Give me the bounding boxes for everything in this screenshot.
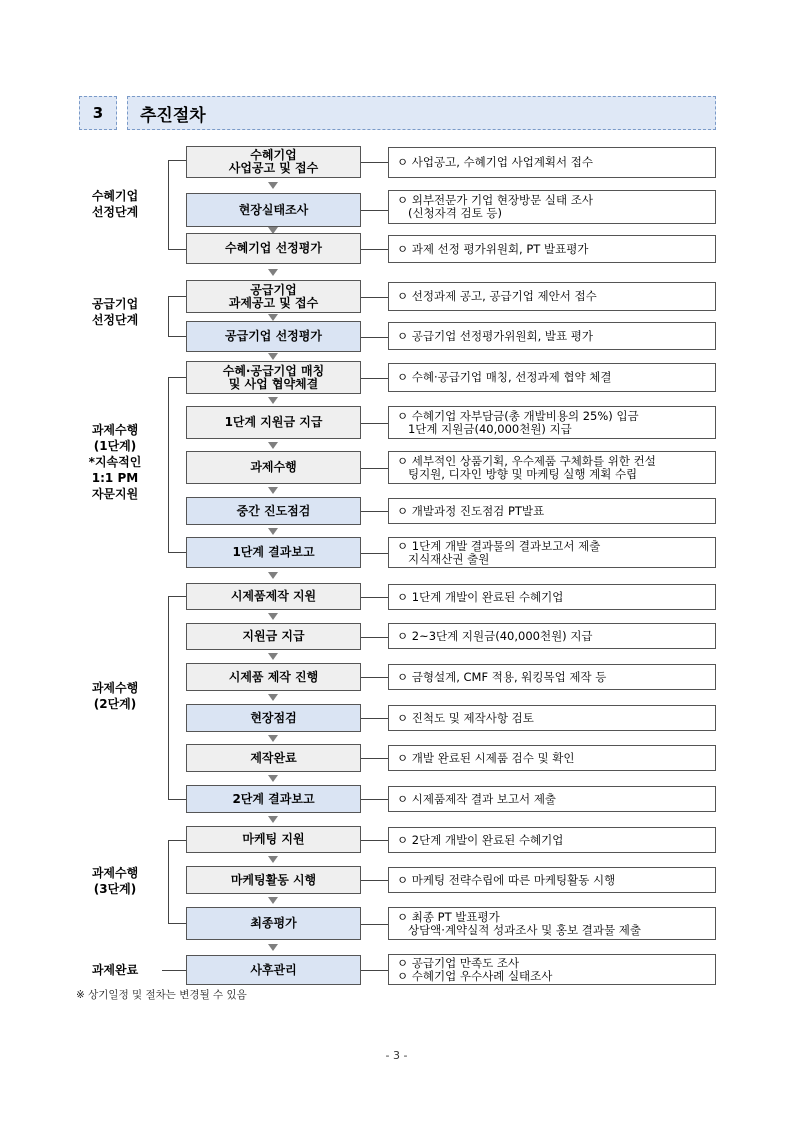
step-connector-line	[361, 677, 388, 678]
down-arrow-icon	[268, 694, 278, 701]
stage-bracket-tick	[168, 160, 186, 161]
step-connector-line	[361, 468, 388, 469]
down-arrow-icon	[268, 816, 278, 823]
step-box: 공급기업 선정평가	[186, 321, 361, 352]
step-box: 공급기업 과제공고 및 접수	[186, 280, 361, 313]
step-description: ㅇ 수혜기업 자부담금(총 개발비용의 25%) 입금 1단계 지원금(40,000천원) 지급	[388, 406, 716, 439]
stage-connector	[162, 970, 186, 971]
step-description: ㅇ 2~3단계 지원금(40,000천원) 지급	[388, 623, 716, 649]
step-description: ㅇ 마케팅 전략수립에 따른 마케팅활동 시행	[388, 867, 716, 893]
step-description: ㅇ 외부전문가 기업 현장방문 실태 조사 (신청자격 검토 등)	[388, 190, 716, 224]
stage-bracket-tick	[168, 336, 186, 337]
stage-bracket-tick	[168, 552, 186, 553]
step-box: 지원금 지급	[186, 623, 361, 650]
step-description: ㅇ 세부적인 상품기획, 우수제품 구체화를 위한 컨설 팅지원, 디자인 방향 및 마케팅 실행 계획 수립	[388, 451, 716, 484]
down-arrow-icon	[268, 269, 278, 276]
stage-bracket-tick	[168, 296, 186, 297]
step-connector-line	[361, 210, 388, 211]
stage-bracket	[168, 296, 169, 336]
step-description: ㅇ 수혜·공급기업 매칭, 선정과제 협약 체결	[388, 363, 716, 392]
step-connector-line	[361, 718, 388, 719]
down-arrow-icon	[268, 397, 278, 404]
step-box: 중간 진도점검	[186, 497, 361, 525]
step-description: ㅇ 과제 선정 평가위원회, PT 발표평가	[388, 235, 716, 263]
step-description: ㅇ 1단계 개발이 완료된 수혜기업	[388, 584, 716, 610]
step-description: ㅇ 개발 완료된 시제품 검수 및 확인	[388, 745, 716, 771]
step-connector-line	[361, 553, 388, 554]
stage-bracket	[168, 160, 169, 249]
step-connector-line	[361, 162, 388, 163]
step-box: 현장실태조사	[186, 193, 361, 227]
step-description: ㅇ 최종 PT 발표평가 상담액·계약실적 성과조사 및 홍보 결과물 제출	[388, 907, 716, 940]
step-box: 수혜·공급기업 매칭 및 사업 협약체결	[186, 361, 361, 394]
section-title: 추진절차	[127, 96, 716, 130]
stage-bracket	[168, 377, 169, 552]
step-connector-line	[361, 880, 388, 881]
down-arrow-icon	[268, 944, 278, 951]
down-arrow-icon	[268, 653, 278, 660]
down-arrow-icon	[268, 897, 278, 904]
stage-bracket	[168, 840, 169, 923]
step-description: ㅇ 사업공고, 수혜기업 사업계획서 접수	[388, 147, 716, 178]
down-arrow-icon	[268, 613, 278, 620]
step-box: 제작완료	[186, 744, 361, 772]
stage-label: 수혜기업 선정단계	[91, 189, 139, 219]
step-connector-line	[361, 249, 388, 250]
step-box: 마케팅활동 시행	[186, 866, 361, 894]
step-box: 마케팅 지원	[186, 826, 361, 853]
step-box: 최종평가	[186, 907, 361, 940]
footnote: ※ 상기일정 및 절차는 변경될 수 있음	[76, 989, 247, 1001]
down-arrow-icon	[268, 528, 278, 535]
step-connector-line	[361, 423, 388, 424]
step-connector-line	[361, 840, 388, 841]
section-number: 3	[79, 96, 117, 130]
step-box: 1단계 결과보고	[186, 537, 361, 568]
step-description: ㅇ 공급기업 선정평가위원회, 발표 평가	[388, 322, 716, 350]
step-box: 수혜기업 선정평가	[186, 233, 361, 264]
stage-bracket-tick	[168, 923, 186, 924]
step-description: ㅇ 공급기업 만족도 조사 ㅇ 수혜기업 우수사례 실태조사	[388, 954, 716, 985]
stage-bracket	[168, 596, 169, 799]
stage-label: 과제수행 (2단계)	[91, 681, 139, 711]
step-connector-line	[361, 511, 388, 512]
step-description: ㅇ 선정과제 공고, 공급기업 제안서 접수	[388, 282, 716, 311]
stage-label: 공급기업 선정단계	[91, 297, 139, 327]
down-arrow-icon	[268, 572, 278, 579]
stage-bracket-tick	[168, 249, 186, 250]
step-description: ㅇ 진척도 및 제작사항 검토	[388, 705, 716, 731]
step-connector-line	[361, 799, 388, 800]
stage-bracket-tick	[168, 596, 186, 597]
step-connector-line	[361, 378, 388, 379]
step-box: 시제품 제작 진행	[186, 663, 361, 691]
stage-bracket-tick	[168, 377, 186, 378]
step-connector-line	[361, 337, 388, 338]
step-box: 1단계 지원금 지급	[186, 406, 361, 439]
step-description: ㅇ 개발과정 진도점검 PT발표	[388, 498, 716, 524]
down-arrow-icon	[268, 314, 278, 321]
step-box: 사후관리	[186, 955, 361, 985]
step-description: ㅇ 1단계 개발 결과물의 결과보고서 제출 지식재산권 출원	[388, 537, 716, 568]
step-box: 수혜기업 사업공고 및 접수	[186, 146, 361, 178]
down-arrow-icon	[268, 856, 278, 863]
step-connector-line	[361, 970, 388, 971]
stage-label: 과제완료	[91, 963, 139, 977]
stage-bracket-tick	[168, 799, 186, 800]
down-arrow-icon	[268, 735, 278, 742]
down-arrow-icon	[268, 442, 278, 449]
down-arrow-icon	[268, 487, 278, 494]
step-box: 2단계 결과보고	[186, 785, 361, 813]
step-description: ㅇ 2단계 개발이 완료된 수혜기업	[388, 827, 716, 853]
stage-bracket-tick	[168, 840, 186, 841]
stage-label: 과제수행 (3단계)	[91, 866, 139, 896]
step-connector-line	[361, 924, 388, 925]
step-connector-line	[361, 758, 388, 759]
stage-label: 과제수행 (1단계) *지속적인 1:1 PM 자문지원	[88, 423, 142, 501]
down-arrow-icon	[268, 775, 278, 782]
step-connector-line	[361, 597, 388, 598]
page-number: - 3 -	[385, 1049, 408, 1062]
down-arrow-icon	[268, 353, 278, 360]
step-box: 시제품제작 지원	[186, 583, 361, 610]
step-connector-line	[361, 297, 388, 298]
step-box: 과제수행	[186, 451, 361, 484]
down-arrow-icon	[268, 182, 278, 189]
step-description: ㅇ 금형설계, CMF 적용, 워킹목업 제작 등	[388, 664, 716, 690]
step-description: ㅇ 시제품제작 결과 보고서 제출	[388, 786, 716, 812]
step-box: 현장점검	[186, 704, 361, 732]
step-connector-line	[361, 637, 388, 638]
